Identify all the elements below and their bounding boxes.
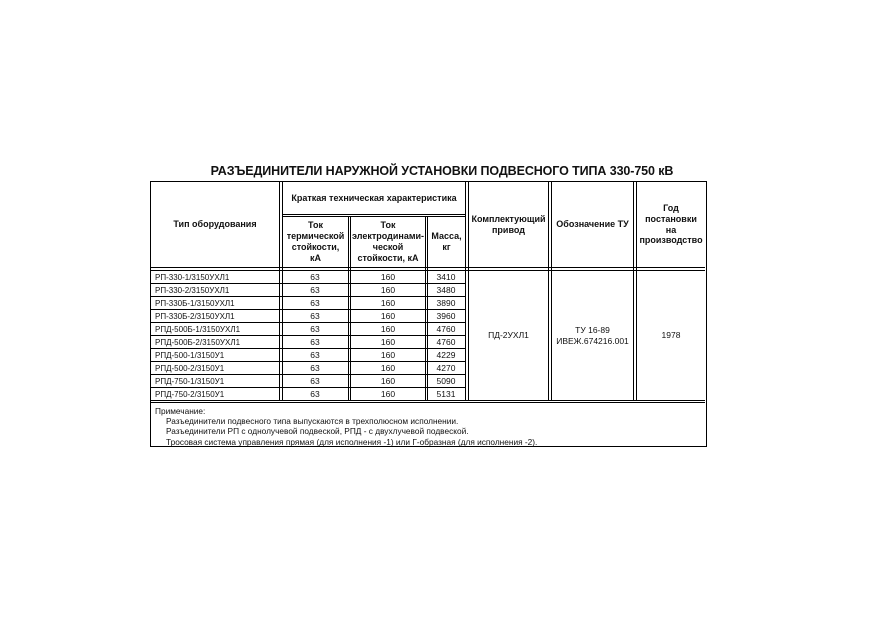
dynamic-current-cell: 160: [380, 298, 396, 308]
note-line: Разъединители подвесного типа выпускаются в трехполюсном исполнении.: [166, 416, 459, 427]
thermal-current-cell: 63: [310, 285, 320, 295]
thermal-current-cell: 63: [310, 337, 320, 347]
notes-block: [155, 406, 537, 447]
mass-cell: 5131: [436, 389, 456, 399]
thermal-current-cell: 63: [310, 376, 320, 386]
tu-cell: [552, 271, 633, 400]
dynamic-current-cell: 160: [380, 324, 396, 334]
mass-cell: 3890: [436, 298, 456, 308]
dynamic-current-cell: 160: [380, 363, 396, 373]
dynamic-current-cell: 160: [380, 350, 396, 360]
mass-cell: 4270: [436, 363, 456, 373]
drive-cell: ПД-2УХЛ1: [488, 330, 529, 341]
dynamic-current-cell: 160: [380, 376, 396, 386]
equipment-type-cell: РПД-500Б-1/3150УХЛ1: [155, 325, 241, 334]
equipment-type-cell: РП-330-1/3150УХЛ1: [155, 273, 230, 282]
equipment-type-cell: РПД-500-2/3150У1: [155, 364, 225, 373]
equipment-type-cell: РП-330Б-2/3150УХЛ1: [155, 312, 235, 321]
equipment-type-cell: РПД-500Б-2/3150УХЛ1: [155, 338, 241, 347]
table-row: [151, 388, 467, 401]
mass-cell: 4229: [436, 350, 456, 360]
note-line: Тросовая система управления прямая (для исполнения -1) или Г-образная (для исполнения -2).: [166, 436, 538, 447]
thermal-current-cell: 63: [310, 363, 320, 373]
mass-cell: 3960: [436, 311, 456, 321]
thermal-current-cell: 63: [310, 272, 320, 282]
equipment-type-cell: РП-330Б-1/3150УХЛ1: [155, 299, 235, 308]
header-electrodynamic-current: Ток электродинами-ческой стойкости, кА: [352, 220, 425, 263]
dynamic-current-cell: 160: [380, 311, 396, 321]
thermal-current-cell: 63: [310, 389, 320, 399]
mass-cell: 4760: [436, 324, 456, 334]
mass-cell: 4760: [436, 337, 456, 347]
dynamic-current-cell: 160: [380, 285, 396, 295]
tu-line-2: ИВЕЖ.674216.001: [556, 335, 629, 346]
thermal-current-cell: 63: [310, 311, 320, 321]
equipment-type-cell: РП-330-2/3150УХЛ1: [155, 286, 230, 295]
equipment-type-cell: РПД-750-2/3150У1: [155, 390, 225, 399]
year-cell: 1978: [661, 330, 681, 341]
dynamic-current-cell: 160: [380, 337, 396, 347]
equipment-type-cell: РПД-750-1/3150У1: [155, 377, 225, 386]
notes-heading: Примечание:: [155, 406, 206, 416]
mass-cell: 3410: [436, 272, 456, 282]
dynamic-current-cell: 160: [380, 272, 396, 282]
mass-cell: 5090: [436, 376, 456, 386]
page-title: РАЗЪЕДИНИТЕЛИ НАРУЖНОЙ УСТАНОВКИ ПОДВЕСНОГО ТИПА 330-750 кВ: [210, 164, 674, 178]
header-year: Год постановки на производство: [639, 202, 703, 246]
note-line: Разъединители РП с однолучевой подвеской, РПД - с двухлучевой подвеской.: [166, 426, 469, 437]
thermal-current-cell: 63: [310, 298, 320, 308]
header-brief-spec: Краткая техническая характеристика: [291, 192, 457, 203]
tu-line-1: ТУ 16-89: [575, 325, 610, 336]
mass-cell: 3480: [436, 285, 456, 295]
header-thermal-current: Ток термической стойкости, кА: [286, 220, 345, 263]
dynamic-current-cell: 160: [380, 389, 396, 399]
header-drive: Комплектующий привод: [471, 213, 546, 235]
equipment-type-cell: РПД-500-1/3150У1: [155, 351, 225, 360]
header-tu: Обозначение ТУ: [556, 219, 629, 230]
thermal-current-cell: 63: [310, 350, 320, 360]
header-equipment-type: Тип оборудования: [173, 219, 257, 230]
header-mass: Масса, кг: [431, 231, 462, 252]
thermal-current-cell: 63: [310, 324, 320, 334]
disconnectors-table: [150, 181, 707, 447]
